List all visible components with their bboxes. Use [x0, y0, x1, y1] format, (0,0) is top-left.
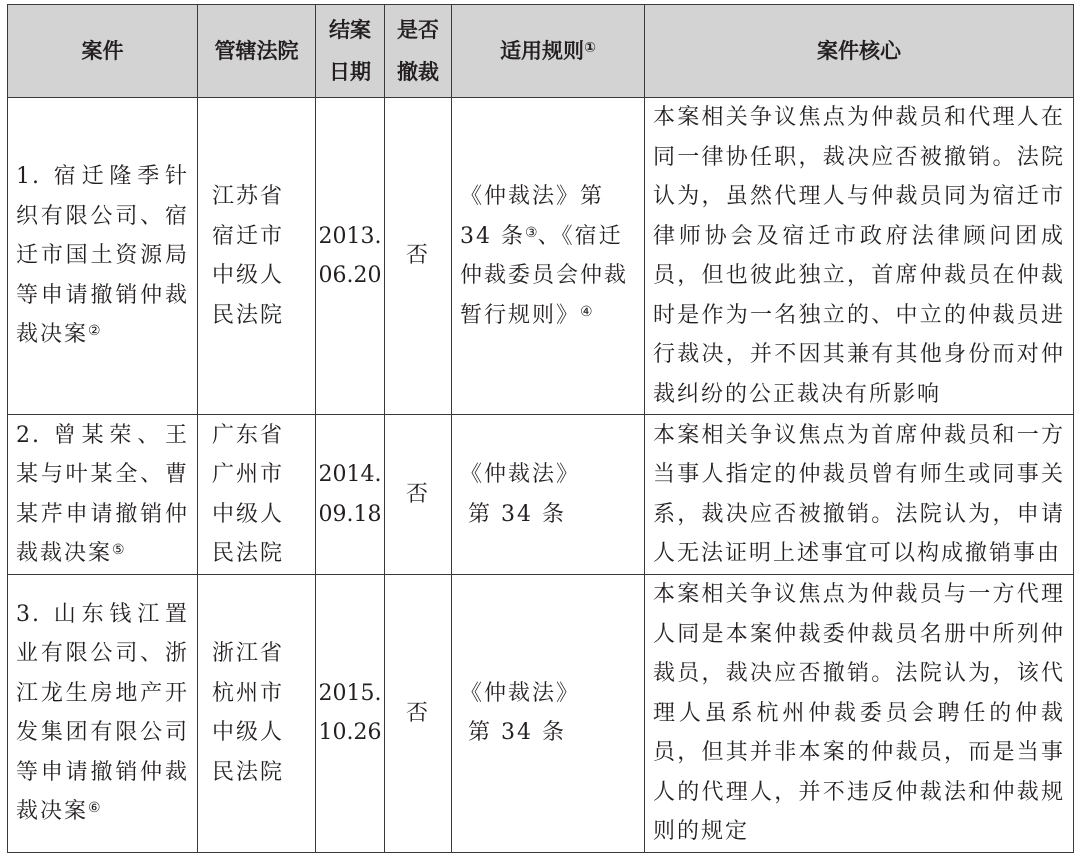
header-rule: [452, 5, 645, 98]
date-line1: 2013.: [318, 223, 382, 249]
header-court: 管辖法院: [198, 5, 316, 98]
date-line1: 2014.: [318, 462, 382, 487]
date-cell: [316, 575, 385, 853]
date-line2: 09.18: [318, 501, 382, 527]
court-cell: 广东省广州市中级人民法院: [198, 415, 316, 575]
footnote-marker: ⑥: [88, 800, 101, 817]
header-core: 案件核心: [645, 5, 1074, 98]
date-line2: 10.26: [318, 720, 382, 746]
court-cell: 浙江省杭州市中级人民法院: [198, 575, 316, 853]
header-date-line2: 日期: [329, 60, 371, 84]
header-date: [316, 5, 385, 98]
header-date-line1: 结案: [329, 18, 371, 42]
header-case: 案件: [8, 5, 198, 98]
footnote-marker: ③: [525, 224, 538, 241]
header-row: [8, 5, 1074, 98]
court-cell: 江苏省宿迁市中级人民法院: [198, 98, 316, 415]
case-cell: [8, 415, 198, 575]
core-cell: 本案相关争议焦点为仲裁员与一方代理人同是本案仲裁委仲裁员名册中所列仲裁员，裁决应否撤销。法院认为，该代理人虽系杭州仲裁委员会聘任的仲裁员，但其并非本案的仲裁员，而是当事人的代理人，并不违反仲裁法和仲裁规则的规定: [645, 575, 1074, 853]
rule-text: 《仲裁法》: [460, 680, 581, 706]
header-revoked-line1: 是否: [397, 18, 439, 42]
case-name: 2. 曾某荣、王某与叶某全、曹某芹申请撤销仲裁裁决案: [16, 422, 189, 566]
footnote-marker: ④: [580, 303, 593, 320]
rule-text: 第 34 条: [468, 720, 566, 746]
rule-text: 、《宿迁仲裁委员会仲裁暂行规则》: [460, 223, 629, 328]
rule-cell: [452, 415, 645, 575]
table-row: [8, 575, 1074, 853]
case-name: 3. 山东钱江置业有限公司、浙江龙生房地产开发集团有限公司等申请撤销仲裁裁决案: [16, 601, 189, 825]
rule-text: 第 34 条: [468, 501, 566, 527]
revoked-cell: 否: [385, 98, 452, 415]
rule-text: 《仲裁法》: [460, 462, 581, 487]
core-cell: 本案相关争议焦点为仲裁员和代理人在同一律协任职，裁决应否被撤销。法院认为，虽然代理人与仲裁员同为宿迁市律师协会及宿迁市政府法律顾问团成员，但也彼此独立，首席仲裁员在仲裁时是作为一名独立的、中立的仲裁员进行裁决，并不因其兼有其他身份而对仲裁纠纷的公正裁决有所影响: [645, 98, 1074, 415]
case-cell: [8, 575, 198, 853]
revoked-cell: 否: [385, 415, 452, 575]
case-table: [7, 4, 1074, 853]
footnote-marker: ①: [584, 40, 596, 56]
case-name: 1. 宿迁隆季针织有限公司、宿迁市国土资源局等申请撤销仲裁裁决案: [16, 164, 189, 348]
table-row: [8, 415, 1074, 575]
date-cell: [316, 98, 385, 415]
header-revoked: [385, 5, 452, 98]
core-cell: 本案相关争议焦点为首席仲裁员和一方当事人指定的仲裁员曾有师生或同事关系，裁决应否被撤销。法院认为，申请人无法证明上述事宜可以构成撤销事由: [645, 415, 1074, 575]
rule-cell: [452, 575, 645, 853]
rule-cell: [452, 98, 645, 415]
table-row: [8, 98, 1074, 415]
date-line2: 06.20: [318, 263, 382, 288]
revoked-cell: 否: [385, 575, 452, 853]
case-cell: [8, 98, 198, 415]
footnote-marker: ②: [88, 323, 101, 340]
date-line1: 2015.: [318, 680, 382, 706]
date-cell: [316, 415, 385, 575]
header-rule-label: 适用规则: [500, 39, 585, 63]
rule-text: 《仲裁法》第 34 条: [460, 184, 605, 249]
footnote-marker: ⑤: [112, 542, 125, 558]
header-revoked-line2: 撤裁: [397, 60, 439, 84]
